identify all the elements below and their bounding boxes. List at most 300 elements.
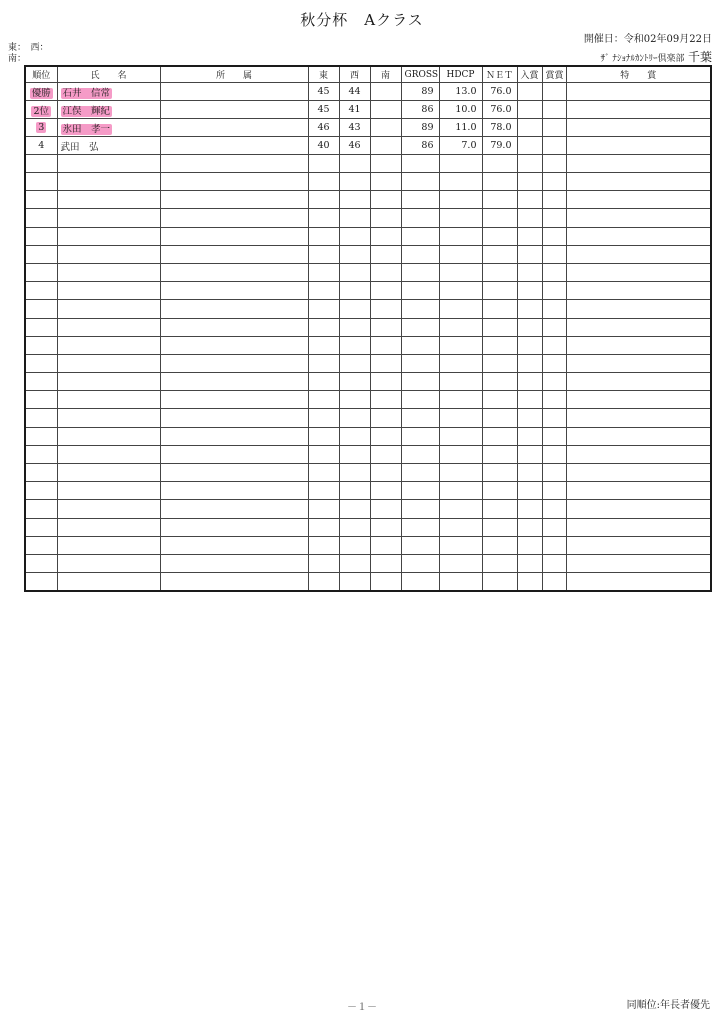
- blank-cell: [566, 427, 711, 445]
- result-row: [25, 119, 711, 137]
- blank-cell: [308, 464, 339, 482]
- blank-cell: [439, 518, 482, 536]
- name-cell: 武田 弘: [57, 137, 160, 155]
- blank-cell: [482, 409, 517, 427]
- blank-row: [25, 245, 711, 263]
- net-cell: 76.0: [482, 101, 517, 119]
- blank-cell: [308, 536, 339, 554]
- blank-cell: [566, 336, 711, 354]
- blank-cell: [57, 427, 160, 445]
- blank-cell: [401, 409, 439, 427]
- blank-cell: [160, 500, 308, 518]
- blank-cell: [401, 427, 439, 445]
- blank-cell: [401, 173, 439, 191]
- blank-cell: [160, 391, 308, 409]
- blank-row: [25, 282, 711, 300]
- blank-cell: [517, 518, 542, 536]
- blank-cell: [401, 282, 439, 300]
- blank-cell: [339, 300, 370, 318]
- west-score-cell: 44: [339, 83, 370, 101]
- special-prize-cell: [566, 137, 711, 155]
- blank-cell: [308, 336, 339, 354]
- blank-cell: [25, 500, 57, 518]
- blank-cell: [160, 209, 308, 227]
- header-row: [25, 66, 711, 83]
- net-cell: [482, 155, 517, 173]
- blank-cell: [439, 245, 482, 263]
- blank-cell: [401, 209, 439, 227]
- venue-suffix: 千葉: [687, 50, 712, 64]
- blank-cell: [339, 500, 370, 518]
- blank-cell: [25, 336, 57, 354]
- blank-cell: [439, 191, 482, 209]
- blank-cell: [308, 573, 339, 592]
- south-score-cell: [370, 137, 401, 155]
- blank-cell: [439, 554, 482, 572]
- prize-entry-cell: [517, 119, 542, 137]
- blank-cell: [308, 227, 339, 245]
- blank-cell: [401, 518, 439, 536]
- prize-fee-cell: [542, 83, 566, 101]
- blank-cell: [25, 227, 57, 245]
- blank-cell: [308, 173, 339, 191]
- blank-cell: [517, 191, 542, 209]
- blank-cell: [25, 464, 57, 482]
- special-prize-cell: [566, 119, 711, 137]
- blank-cell: [517, 427, 542, 445]
- blank-cell: [160, 173, 308, 191]
- blank-cell: [308, 263, 339, 281]
- blank-cell: [370, 409, 401, 427]
- blank-cell: [482, 245, 517, 263]
- blank-row: [25, 554, 711, 572]
- blank-cell: [339, 409, 370, 427]
- blank-cell: [566, 282, 711, 300]
- blank-cell: [308, 427, 339, 445]
- blank-cell: [482, 427, 517, 445]
- blank-cell: [339, 209, 370, 227]
- prize-fee-cell: [542, 155, 566, 173]
- tie-rule-note: 同順位:年長者優先: [626, 1000, 710, 1011]
- meta-line-east-west: 東： 西：: [8, 43, 49, 53]
- blank-row: [25, 445, 711, 463]
- prize-fee-cell: [542, 137, 566, 155]
- blank-cell: [542, 445, 566, 463]
- blank-cell: [401, 464, 439, 482]
- blank-row: [25, 336, 711, 354]
- blank-cell: [439, 282, 482, 300]
- blank-row: [25, 191, 711, 209]
- blank-cell: [370, 227, 401, 245]
- blank-cell: [566, 518, 711, 536]
- name-cell: [57, 83, 160, 101]
- blank-cell: [160, 227, 308, 245]
- blank-cell: [57, 573, 160, 592]
- blank-row: [25, 263, 711, 281]
- blank-cell: [25, 263, 57, 281]
- blank-cell: [542, 227, 566, 245]
- blank-cell: [517, 391, 542, 409]
- highlighted-name: 氷田 孝一: [62, 123, 111, 135]
- blank-cell: [25, 536, 57, 554]
- blank-cell: [339, 245, 370, 263]
- blank-cell: [517, 173, 542, 191]
- special-prize-cell: [566, 155, 711, 173]
- blank-cell: [160, 464, 308, 482]
- east-score-cell: 45: [308, 101, 339, 119]
- blank-cell: [517, 282, 542, 300]
- blank-cell: [542, 409, 566, 427]
- special-prize-cell: [566, 83, 711, 101]
- blank-cell: [439, 445, 482, 463]
- rank-cell: [25, 155, 57, 173]
- blank-cell: [25, 282, 57, 300]
- blank-cell: [370, 427, 401, 445]
- meta-line-south: 南：: [8, 54, 27, 64]
- blank-cell: [401, 445, 439, 463]
- blank-cell: [160, 282, 308, 300]
- blank-cell: [482, 318, 517, 336]
- blank-cell: [370, 391, 401, 409]
- blank-cell: [339, 445, 370, 463]
- blank-cell: [339, 518, 370, 536]
- blank-cell: [25, 518, 57, 536]
- blank-cell: [57, 409, 160, 427]
- header-name: 氏 名: [57, 66, 160, 83]
- header-prize-entry: 入賞: [517, 66, 542, 83]
- blank-cell: [25, 373, 57, 391]
- blank-row: [25, 209, 711, 227]
- blank-cell: [160, 427, 308, 445]
- name-cell: [57, 155, 160, 173]
- blank-cell: [160, 518, 308, 536]
- blank-cell: [566, 300, 711, 318]
- west-score-cell: 43: [339, 119, 370, 137]
- blank-cell: [57, 373, 160, 391]
- blank-cell: [308, 373, 339, 391]
- hdcp-cell: 10.0: [439, 101, 482, 119]
- blank-cell: [370, 445, 401, 463]
- blank-row: [25, 318, 711, 336]
- blank-cell: [308, 445, 339, 463]
- blank-cell: [401, 573, 439, 592]
- blank-cell: [57, 464, 160, 482]
- blank-cell: [25, 391, 57, 409]
- blank-cell: [25, 173, 57, 191]
- net-cell: 78.0: [482, 119, 517, 137]
- blank-row: [25, 427, 711, 445]
- header-special: 特 賞: [566, 66, 711, 83]
- highlighted-rank: 3: [38, 122, 45, 133]
- blank-cell: [370, 209, 401, 227]
- prize-entry-cell: [517, 155, 542, 173]
- blank-row: [25, 482, 711, 500]
- blank-cell: [370, 464, 401, 482]
- header-prize-fee: 賞賞: [542, 66, 566, 83]
- blank-cell: [160, 354, 308, 372]
- blank-cell: [439, 500, 482, 518]
- blank-cell: [517, 573, 542, 592]
- blank-cell: [517, 354, 542, 372]
- results-body: [25, 83, 711, 592]
- blank-cell: [542, 245, 566, 263]
- blank-cell: [339, 464, 370, 482]
- blank-row: [25, 573, 711, 592]
- blank-cell: [160, 445, 308, 463]
- blank-cell: [566, 191, 711, 209]
- blank-cell: [542, 191, 566, 209]
- result-row: [25, 137, 711, 155]
- blank-cell: [482, 500, 517, 518]
- result-row: [25, 155, 711, 173]
- blank-cell: [25, 245, 57, 263]
- page-number: －１－: [347, 1002, 377, 1013]
- blank-row: [25, 300, 711, 318]
- blank-cell: [308, 191, 339, 209]
- prize-fee-cell: [542, 119, 566, 137]
- blank-cell: [542, 300, 566, 318]
- blank-cell: [542, 209, 566, 227]
- prize-fee-cell: [542, 101, 566, 119]
- pin-position-meta: [8, 43, 49, 65]
- blank-cell: [439, 482, 482, 500]
- east-score-cell: 46: [308, 119, 339, 137]
- blank-cell: [542, 536, 566, 554]
- net-cell: 76.0: [482, 83, 517, 101]
- blank-cell: [370, 300, 401, 318]
- header-east: 東: [308, 66, 339, 83]
- blank-cell: [308, 282, 339, 300]
- blank-cell: [160, 191, 308, 209]
- blank-cell: [370, 282, 401, 300]
- blank-cell: [339, 427, 370, 445]
- hdcp-cell: 11.0: [439, 119, 482, 137]
- east-score-cell: 45: [308, 83, 339, 101]
- blank-cell: [566, 245, 711, 263]
- blank-cell: [439, 373, 482, 391]
- blank-cell: [308, 209, 339, 227]
- blank-cell: [308, 482, 339, 500]
- blank-cell: [370, 354, 401, 372]
- blank-cell: [160, 554, 308, 572]
- gross-cell: 89: [401, 83, 439, 101]
- blank-cell: [566, 209, 711, 227]
- blank-cell: [566, 445, 711, 463]
- blank-cell: [57, 245, 160, 263]
- blank-cell: [339, 482, 370, 500]
- blank-cell: [482, 482, 517, 500]
- blank-row: [25, 227, 711, 245]
- blank-cell: [566, 318, 711, 336]
- east-score-cell: [308, 155, 339, 173]
- blank-cell: [542, 518, 566, 536]
- south-score-cell: [370, 155, 401, 173]
- blank-cell: [439, 573, 482, 592]
- blank-cell: [401, 245, 439, 263]
- blank-cell: [308, 554, 339, 572]
- blank-cell: [339, 191, 370, 209]
- blank-cell: [25, 573, 57, 592]
- affiliation-cell: [160, 137, 308, 155]
- blank-cell: [57, 300, 160, 318]
- header-hdcp: HDCP: [439, 66, 482, 83]
- event-date: 開催日：令和02年09月22日: [583, 34, 712, 45]
- affiliation-cell: [160, 101, 308, 119]
- blank-cell: [57, 554, 160, 572]
- blank-cell: [57, 191, 160, 209]
- blank-cell: [370, 554, 401, 572]
- blank-cell: [401, 500, 439, 518]
- south-score-cell: [370, 119, 401, 137]
- blank-cell: [517, 482, 542, 500]
- blank-cell: [482, 263, 517, 281]
- blank-cell: [517, 245, 542, 263]
- blank-cell: [401, 318, 439, 336]
- blank-cell: [25, 318, 57, 336]
- blank-cell: [517, 536, 542, 554]
- blank-cell: [401, 263, 439, 281]
- blank-cell: [57, 282, 160, 300]
- blank-cell: [439, 409, 482, 427]
- blank-cell: [517, 464, 542, 482]
- blank-cell: [160, 482, 308, 500]
- blank-cell: [482, 373, 517, 391]
- blank-cell: [25, 554, 57, 572]
- blank-cell: [25, 409, 57, 427]
- blank-cell: [160, 318, 308, 336]
- highlighted-rank: 優勝: [31, 87, 51, 99]
- blank-cell: [542, 173, 566, 191]
- blank-row: [25, 536, 711, 554]
- blank-cell: [517, 209, 542, 227]
- blank-cell: [370, 536, 401, 554]
- blank-cell: [439, 336, 482, 354]
- blank-cell: [339, 282, 370, 300]
- blank-cell: [160, 300, 308, 318]
- blank-cell: [25, 209, 57, 227]
- blank-cell: [566, 263, 711, 281]
- prize-entry-cell: [517, 101, 542, 119]
- blank-cell: [439, 427, 482, 445]
- blank-cell: [57, 227, 160, 245]
- gross-cell: 86: [401, 101, 439, 119]
- blank-cell: [542, 554, 566, 572]
- blank-cell: [566, 227, 711, 245]
- blank-cell: [439, 318, 482, 336]
- blank-cell: [482, 191, 517, 209]
- blank-cell: [517, 336, 542, 354]
- blank-cell: [566, 500, 711, 518]
- blank-row: [25, 373, 711, 391]
- blank-cell: [482, 573, 517, 592]
- blank-cell: [57, 482, 160, 500]
- blank-cell: [339, 173, 370, 191]
- blank-cell: [25, 427, 57, 445]
- blank-cell: [25, 300, 57, 318]
- blank-cell: [566, 354, 711, 372]
- blank-cell: [160, 336, 308, 354]
- blank-cell: [566, 573, 711, 592]
- blank-cell: [482, 336, 517, 354]
- blank-cell: [517, 227, 542, 245]
- blank-cell: [57, 518, 160, 536]
- name-cell: [57, 119, 160, 137]
- blank-cell: [370, 191, 401, 209]
- blank-cell: [57, 391, 160, 409]
- blank-cell: [542, 282, 566, 300]
- blank-cell: [482, 391, 517, 409]
- blank-cell: [517, 300, 542, 318]
- blank-cell: [401, 391, 439, 409]
- blank-cell: [566, 391, 711, 409]
- blank-cell: [566, 554, 711, 572]
- blank-cell: [517, 500, 542, 518]
- rank-cell: [25, 83, 57, 101]
- blank-cell: [370, 263, 401, 281]
- blank-cell: [160, 245, 308, 263]
- blank-cell: [439, 464, 482, 482]
- blank-cell: [482, 300, 517, 318]
- rank-cell: [25, 101, 57, 119]
- prize-entry-cell: [517, 83, 542, 101]
- blank-cell: [57, 318, 160, 336]
- affiliation-cell: [160, 119, 308, 137]
- blank-cell: [160, 573, 308, 592]
- prize-entry-cell: [517, 137, 542, 155]
- blank-cell: [308, 318, 339, 336]
- blank-cell: [308, 300, 339, 318]
- blank-cell: [439, 354, 482, 372]
- blank-cell: [370, 318, 401, 336]
- blank-cell: [517, 445, 542, 463]
- blank-cell: [339, 227, 370, 245]
- blank-cell: [25, 445, 57, 463]
- blank-cell: [370, 336, 401, 354]
- blank-cell: [370, 245, 401, 263]
- blank-cell: [566, 536, 711, 554]
- blank-cell: [517, 554, 542, 572]
- blank-cell: [25, 482, 57, 500]
- blank-cell: [339, 354, 370, 372]
- blank-cell: [339, 336, 370, 354]
- blank-cell: [482, 518, 517, 536]
- special-prize-cell: [566, 101, 711, 119]
- blank-row: [25, 464, 711, 482]
- blank-cell: [57, 173, 160, 191]
- blank-cell: [25, 191, 57, 209]
- blank-cell: [542, 427, 566, 445]
- blank-cell: [566, 373, 711, 391]
- blank-cell: [542, 318, 566, 336]
- blank-cell: [542, 464, 566, 482]
- results-table: [24, 65, 712, 592]
- blank-row: [25, 409, 711, 427]
- header-rank: 順位: [25, 66, 57, 83]
- blank-cell: [482, 354, 517, 372]
- blank-cell: [401, 536, 439, 554]
- header-net: ＮＥＴ: [482, 66, 517, 83]
- blank-cell: [401, 300, 439, 318]
- blank-cell: [370, 500, 401, 518]
- blank-cell: [57, 445, 160, 463]
- west-score-cell: 46: [339, 137, 370, 155]
- blank-cell: [517, 263, 542, 281]
- blank-cell: [160, 263, 308, 281]
- blank-cell: [308, 391, 339, 409]
- header-gross: GROSS: [401, 66, 439, 83]
- blank-cell: [339, 391, 370, 409]
- blank-cell: [160, 536, 308, 554]
